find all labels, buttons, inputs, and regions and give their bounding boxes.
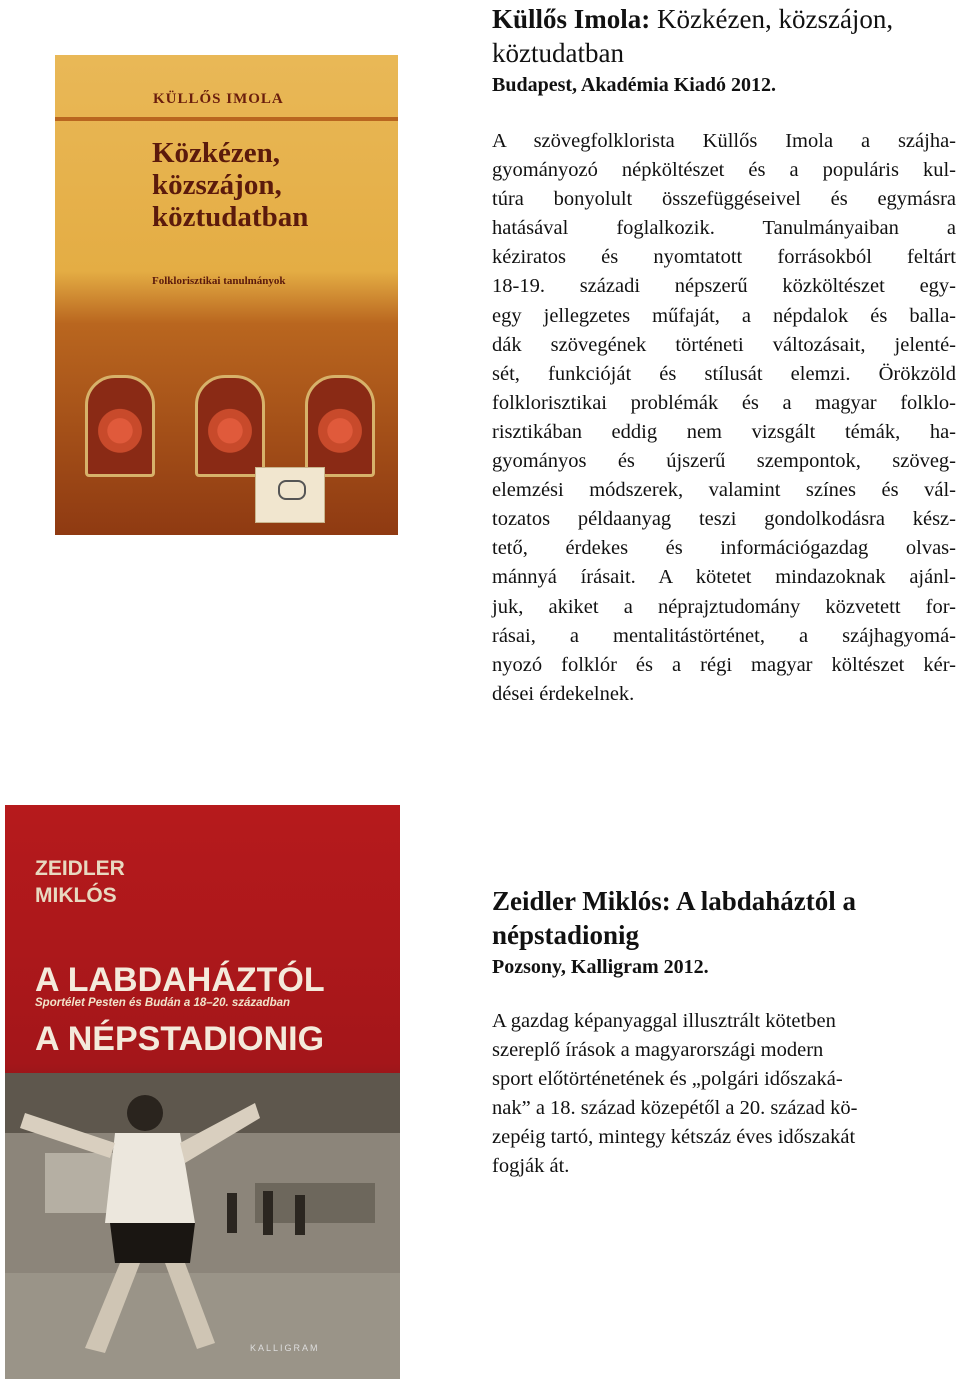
book1-cover-image <box>55 55 398 535</box>
cover2-title-line1: A LABDAHÁZTÓL <box>35 961 325 999</box>
book2-title: Zeidler Miklós: A labdaháztól a népstadionig <box>492 886 857 950</box>
cover1-decorative-panel <box>85 375 155 477</box>
publisher-logo-icon <box>278 480 306 500</box>
cover1-subtitle: Folklorisztikai tanulmányok <box>152 275 286 287</box>
cover1-publisher-logo <box>255 467 325 523</box>
cover2-publisher: KALLIGRAM <box>250 1343 320 1353</box>
book2-cover-image <box>5 805 400 1379</box>
book2-entry <box>492 884 956 1182</box>
cover1-decorative-panel <box>195 375 265 477</box>
book1-publisher: Budapest, Akadémia Kiadó 2012. <box>492 74 776 96</box>
book1-title: Küllős Imola: Közkézen, közszájon, köztudatban <box>492 4 894 68</box>
cover1-author: KÜLLŐS IMOLA <box>153 91 284 107</box>
book2-publisher: Pozsony, Kalligram 2012. <box>492 956 709 978</box>
cover2-title-line2: A NÉPSTADIONIG <box>35 1020 325 1058</box>
book1-description: A szövegfolklorista Küllős Imola a szájha- gyományozó népköltészet és a populáris kul- túra bonyolult összefüggéseivel és egymásra hatásával foglalkozik. Tanulmányaiban a kéziratos és nyomtatott forrásokból feltárt 18-19. századi népszerű közköltészet egy- egy jellegzetes műfaját, a népdalok és balla- dák szövegének történeti változásait, jelenté- sét, funkcióját és stílusát elemzi. Örökzöld folklorisztikai problémák és a magyar folklo- risztikában eddig nem vizsgált témák, ha- gyományos és újszerű szempontok, szöveg- elemzési módszerek, valamint színes és vál- tozatos példaanyag teszi gondolkodásra kész- tető, érdekes és információgazdag olvas- mánnyá írásait. A kötetet mindazoknak ajánl- juk, akiket a néprajztudomány közvetett for- rásai, a mentalitástörténet, a szájhagyomá- nyozó folklór és a régi magyar költészet kér- dései érdekelnek. <box>492 130 956 705</box>
book1-author: Küllős Imola: <box>492 4 651 34</box>
cover2-athlete-photo <box>5 1073 400 1379</box>
cover1-title: Közkézen, közszájon, köztudatban <box>152 137 309 233</box>
book2-description: A gazdag képanyaggal illusztrált kötetben szereplő írások a magyarországi modern sport előtörténetének és „polgári időszaká- nak” a 18. század közepétől a 20. század kö- zepéig tartó, mintegy kétszáz éves időszakát fogják át. <box>492 1010 858 1178</box>
book1-entry <box>492 2 956 709</box>
cover2-subtitle: Sportélet Pesten és Budán a 18–20. században <box>35 997 291 1009</box>
cover1-decorative-panel <box>305 375 375 477</box>
cover1-divider <box>55 117 398 121</box>
cover2-author: ZEIDLER MIKLÓS <box>35 857 125 907</box>
